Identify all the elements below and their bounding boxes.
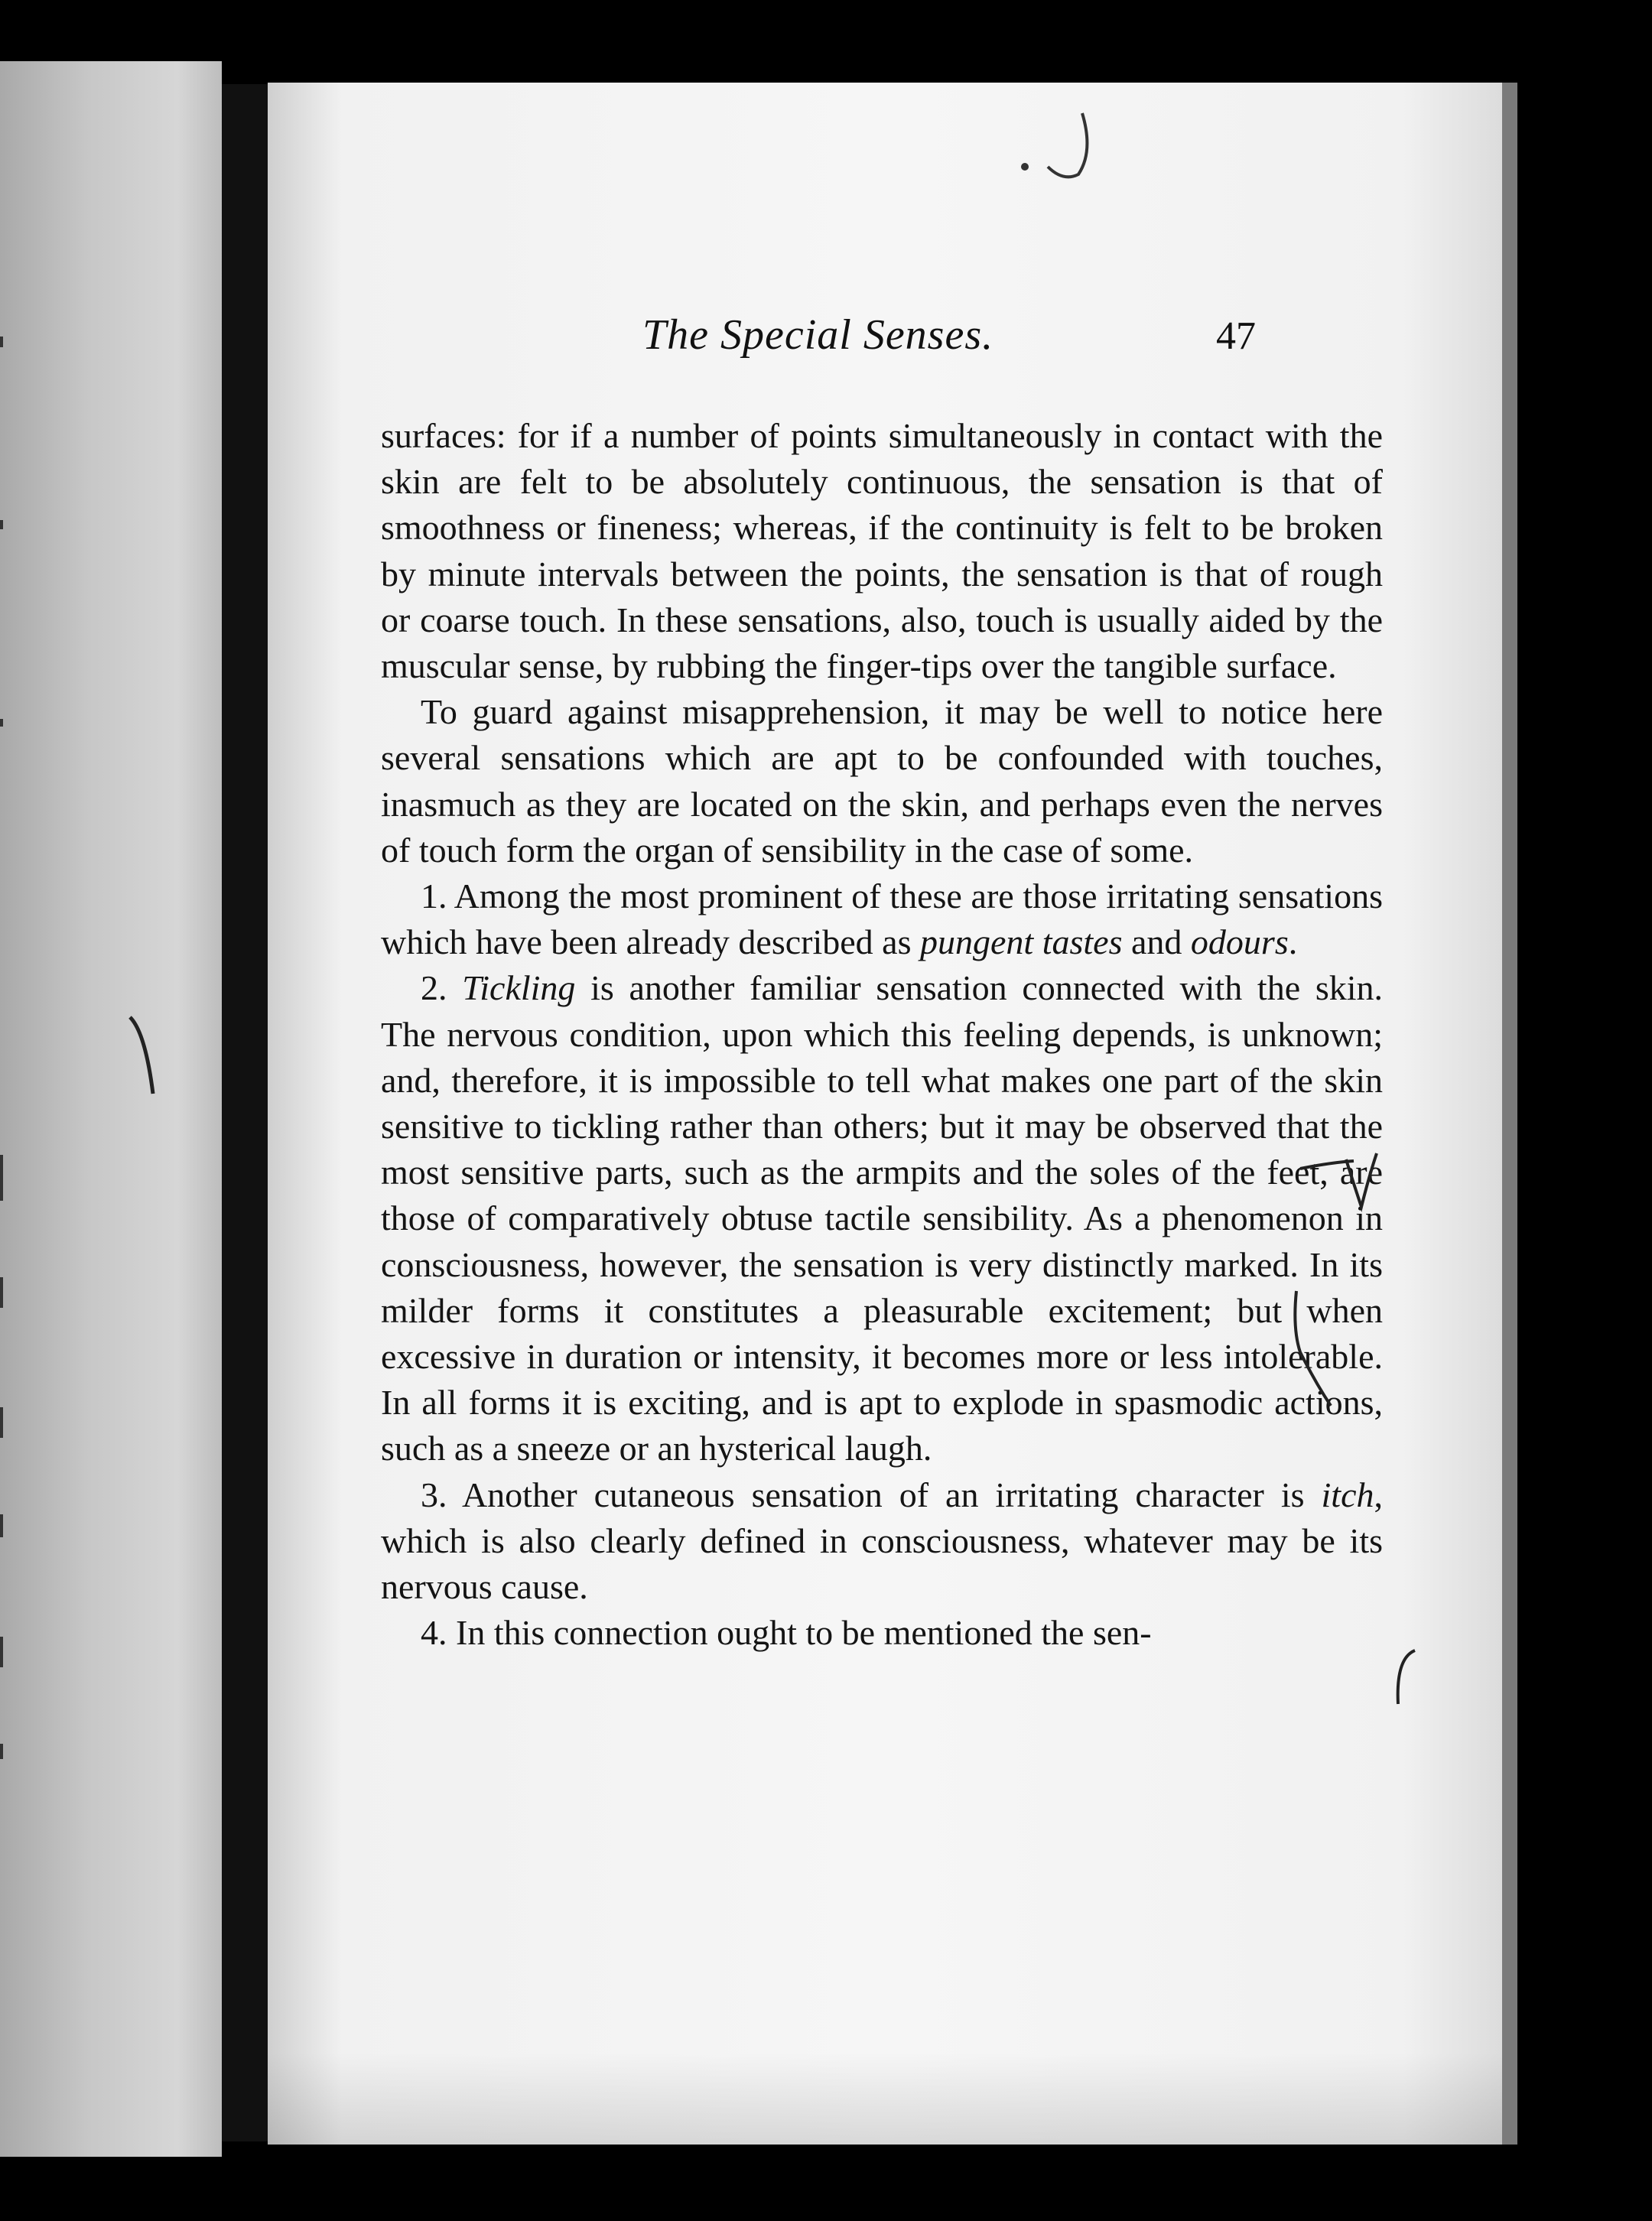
paragraph-text: and bbox=[1122, 922, 1191, 962]
paragraph bbox=[381, 1472, 1383, 1611]
paragraph-text: , which is also clearly defined in consciousness, whatever may be its nervous cause. bbox=[381, 1475, 1383, 1607]
page-edge bbox=[1502, 83, 1517, 2145]
paragraph-text: is another familiar sensation connected with the skin. The nervous condition, upon which this feeling depends, is unknown; and, therefore, it is impossible to tell what makes one part of the skin sensitive to tickling rather than others; but it may be observed that the most sensitive parts, such as the armpits and the soles of the feet, are those of comparatively obtuse tactile sensibility. As a phenomenon in consciousness, however, the sensation is very distinctly marked. In its milder forms it constitutes a pleasurable excitement; but when excessive in duration or intensity, it becomes more or less intolerable. In all forms it is exciting, and is apt to explode in spasmodic actions, such as a sneeze or an hysterical laugh. bbox=[381, 968, 1384, 1468]
binding-gutter bbox=[222, 84, 268, 2141]
paragraph bbox=[381, 965, 1383, 1471]
margin-annotation-icon bbox=[1285, 1283, 1338, 1413]
italic-term: Tickling bbox=[462, 968, 576, 1008]
margin-annotation-icon bbox=[1293, 1146, 1384, 1215]
italic-term: pungent tastes bbox=[920, 922, 1123, 962]
italic-term: odours bbox=[1190, 922, 1289, 962]
running-title: The Special Senses. bbox=[642, 311, 994, 359]
page-number: 47 bbox=[1216, 314, 1256, 358]
paragraph bbox=[381, 873, 1383, 965]
pencil-mark-icon bbox=[122, 1010, 168, 1101]
paragraph: 4. In this connection ought to be mentioned the sen- bbox=[421, 1613, 1152, 1653]
paragraph-text: 3. Another cutaneous sensation of an irritating character is bbox=[421, 1475, 1322, 1514]
body-text bbox=[381, 413, 1383, 1656]
running-head bbox=[268, 311, 1502, 379]
paragraph-text: . bbox=[1288, 922, 1298, 962]
paragraph-text: 2. bbox=[421, 968, 463, 1008]
facing-page-edge bbox=[0, 61, 222, 2157]
paragraph: To guard against misapprehension, it may be well to notice here several sensations which are apt to be confounded with touches, inasmuch as they are located on the skin, and perhaps even the nerves of touch form the organ of sensibility in the case of some. bbox=[381, 692, 1383, 870]
paragraph: surfaces: for if a number of points simultaneously in contact with the skin are felt to be absolutely continuous, the sensation is that of smoothness or fineness; whereas, if the continuity is felt to be broken by minute intervals between the points, the sensation is that of rough or coarse touch. In these sensations, also, touch is usually aided by the muscular sense, by rubbing the finger-tips over the tangible surface. bbox=[381, 416, 1383, 686]
margin-annotation-icon bbox=[1384, 1643, 1430, 1712]
paragraph-text: 1. Among the most prominent of these are those irritating sensations which have been already described as bbox=[381, 876, 1383, 962]
pencil-mark-icon bbox=[994, 106, 1117, 190]
book-page bbox=[268, 83, 1502, 2145]
italic-term: itch bbox=[1321, 1475, 1374, 1514]
